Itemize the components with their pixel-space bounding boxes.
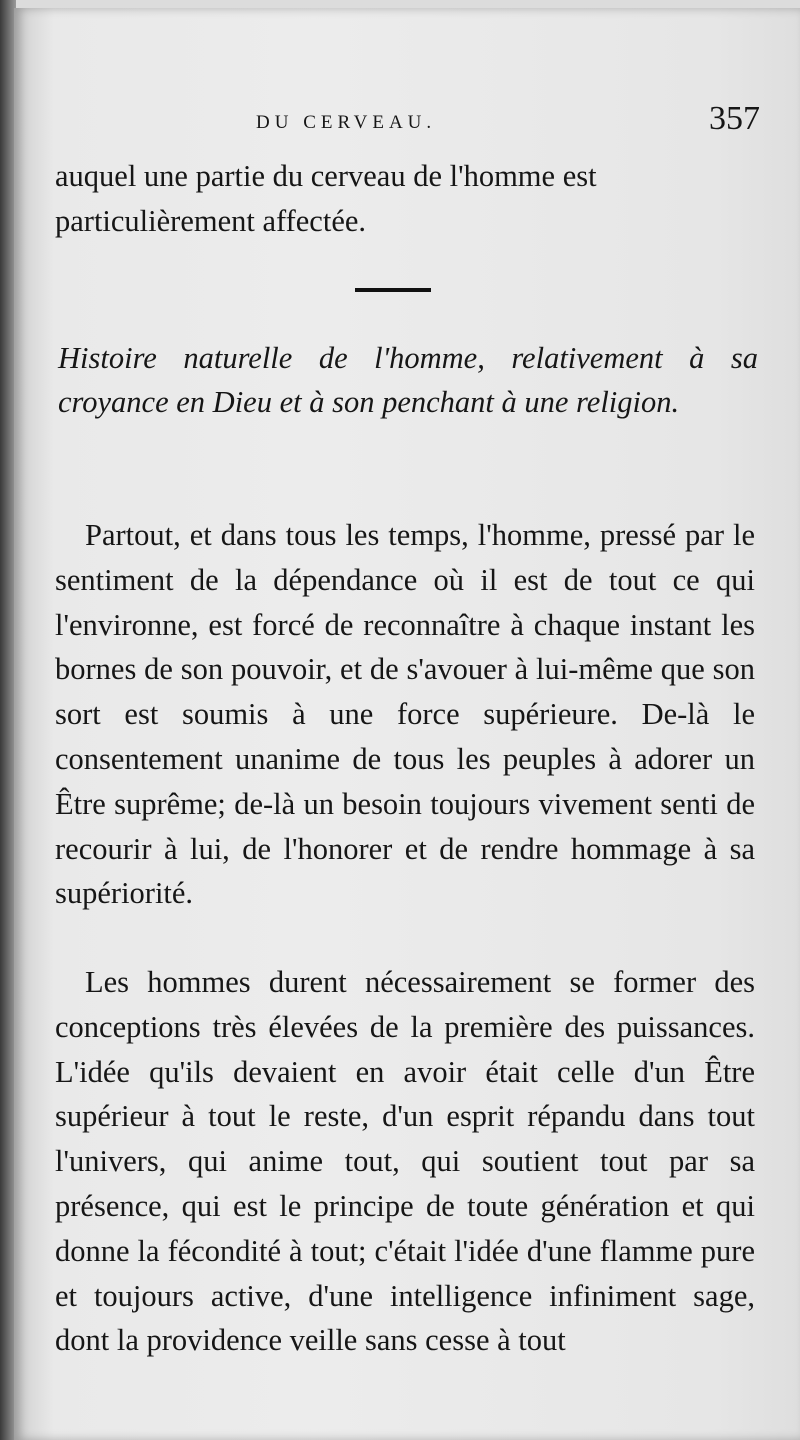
page-number: 357 — [709, 100, 760, 137]
paragraph-1: Partout, et dans tous les temps, l'homme, pressé par le sentiment de la dépendance où il est de tout ce qui l'environne, est forcé de reconnaître à chaque instant les bornes de son pouvoir, et de s'avouer à lui-même que son sort est soumis à une force supérieure. De-là le consentement unanime de tous les peuples à adorer un Être suprême; de-là un besoin toujours vivement senti de recourir à lui, de l'honorer et de rendre hommage à sa supériorité. — [55, 518, 755, 911]
running-head: DU CERVEAU. — [256, 112, 437, 133]
paragraph-2: Les hommes durent nécessairement se former des conceptions très élevées de la première des puissances. L'idée qu'ils devaient en avoir était celle d'un Être supérieur à tout le reste, d'un esprit répandu dans tout l'univers, qui anime tout, qui soutient tout par sa présence, qui est le principe de toute génération et qui donne la fécondité à tout; c'était l'idée d'une flamme pure et toujours active, d'une intelligence infiniment sage, dont la providence veille sans cesse à tout — [55, 965, 755, 1358]
page-header — [50, 100, 760, 150]
section-title: Histoire naturelle de l'homme, relativement à sa croyance en Dieu et à son penchant à une religion. — [58, 341, 758, 419]
intro-text: auquel une partie du cerveau de l'homme est particulièrement affectée. — [55, 159, 597, 238]
section-divider — [355, 288, 431, 292]
